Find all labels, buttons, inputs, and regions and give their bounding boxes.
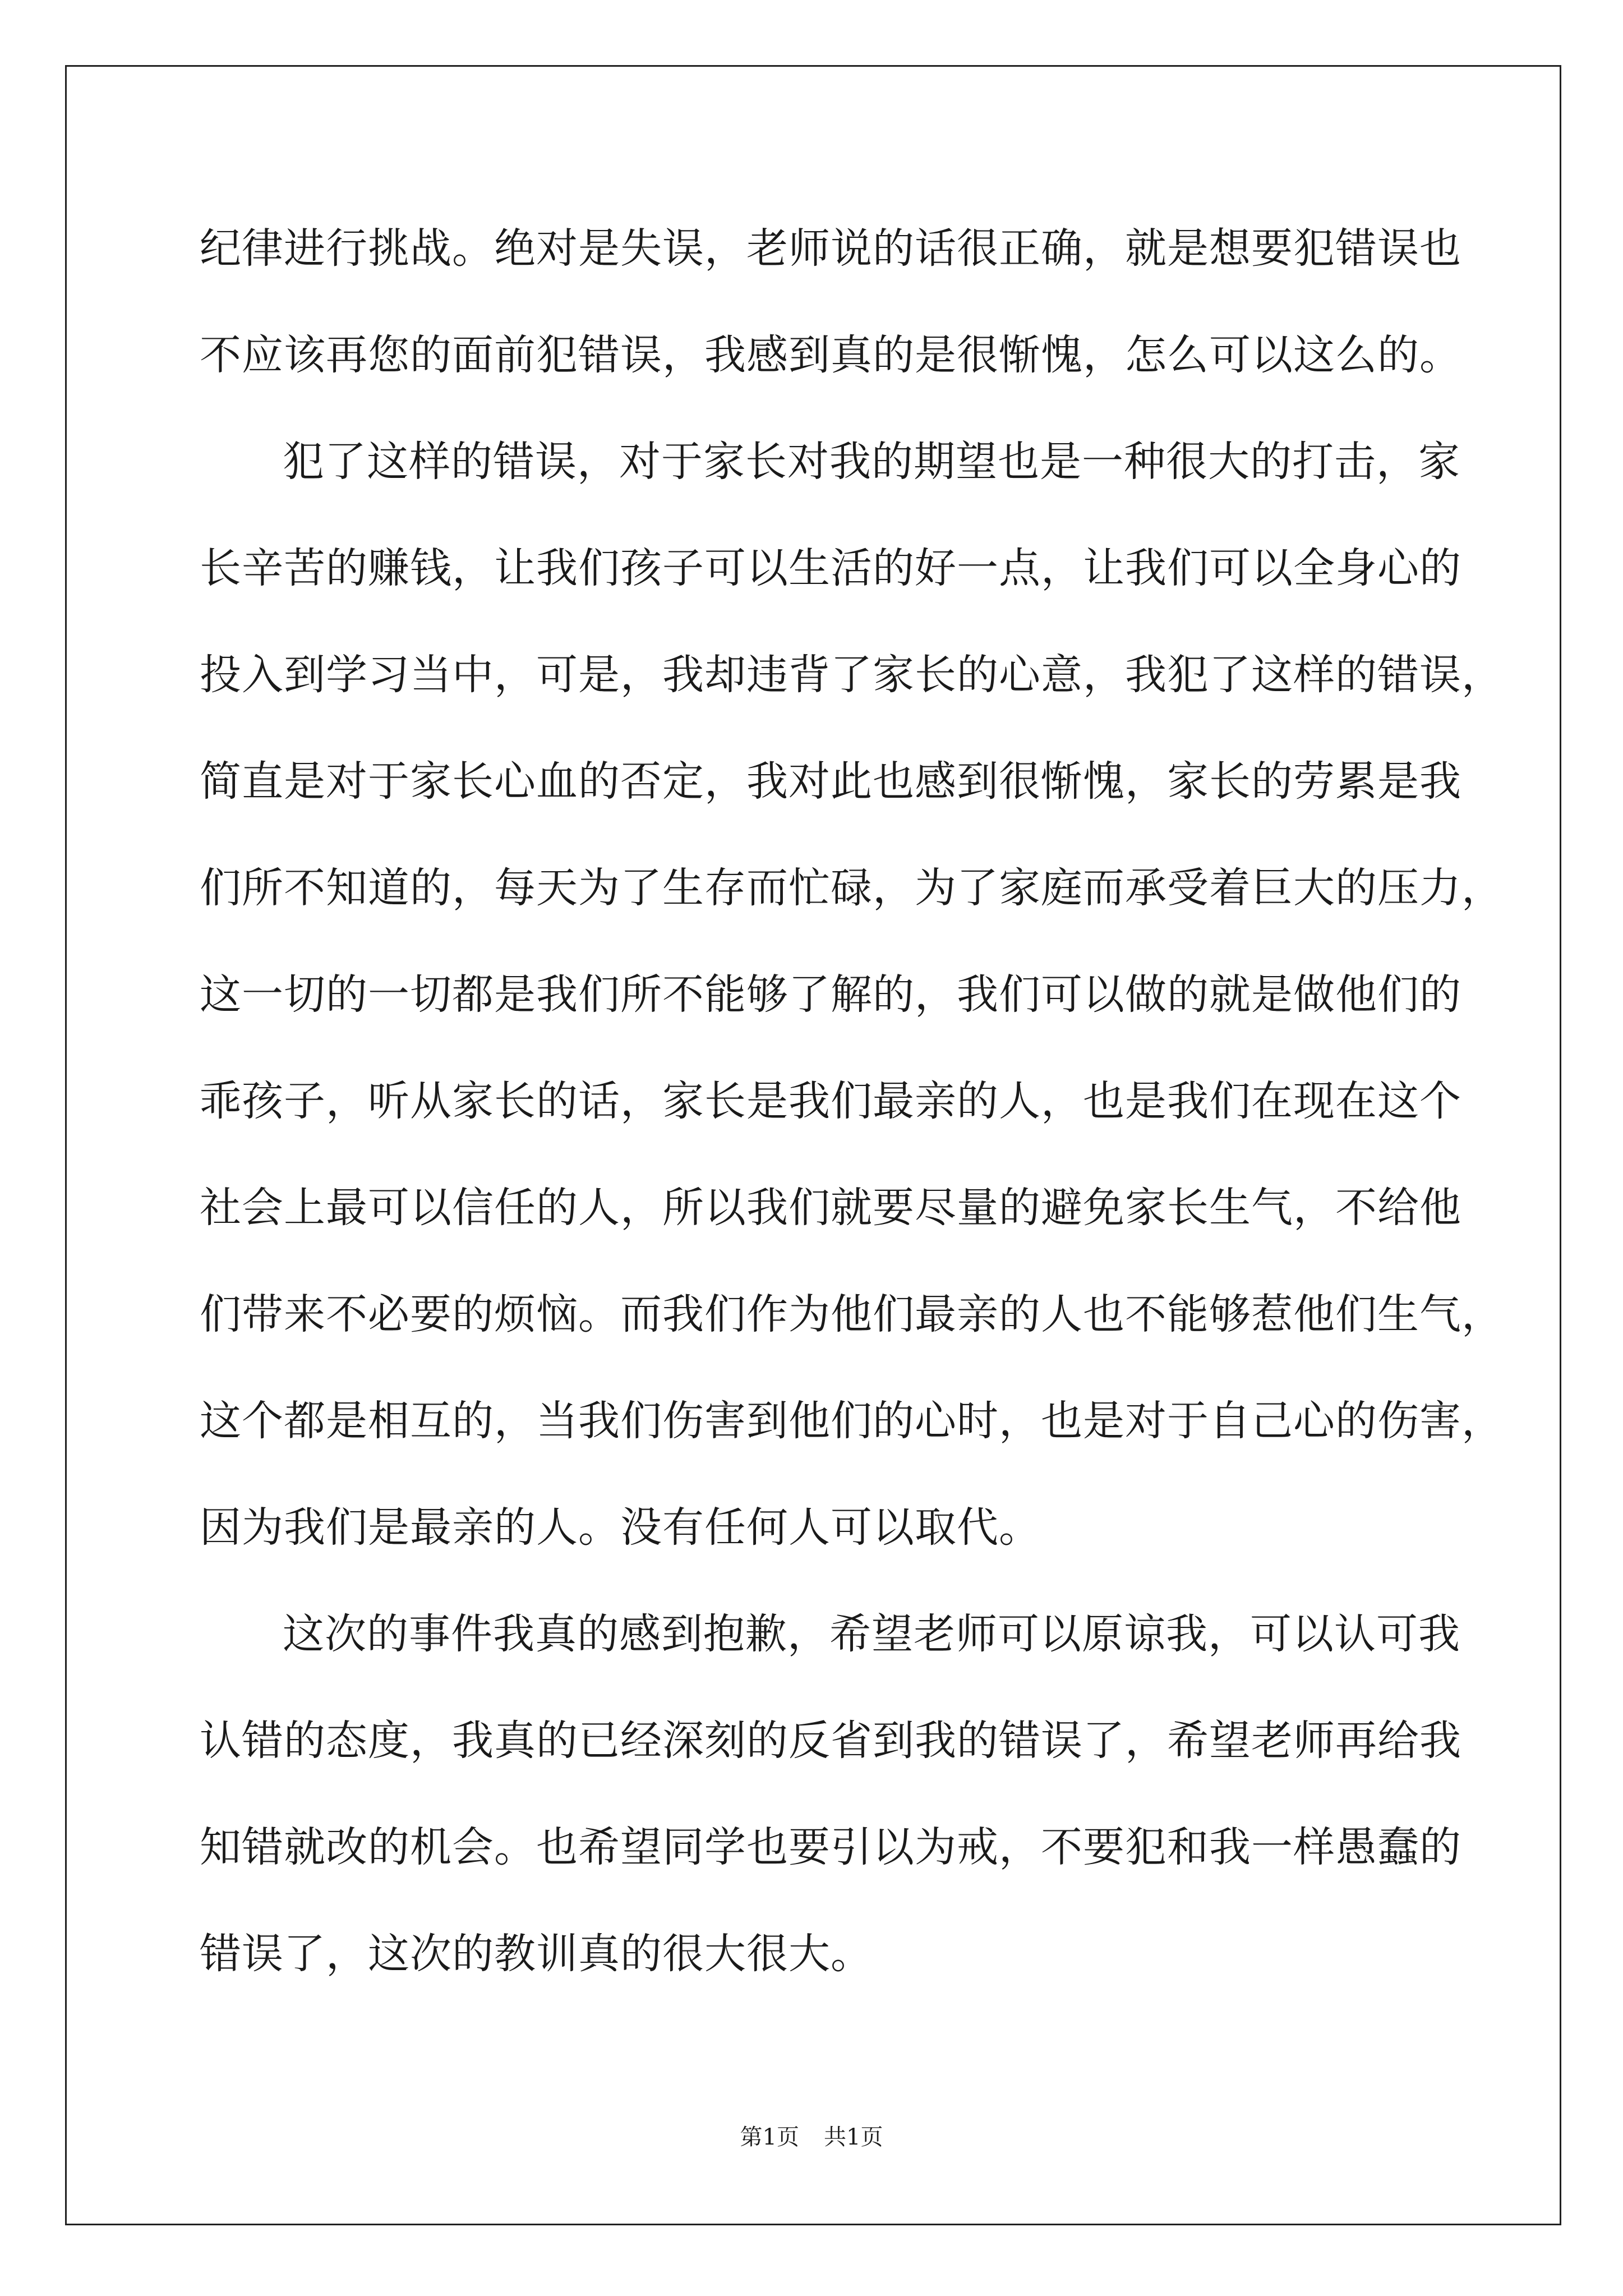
text-line: 投入到学习当中，可是，我却违背了家长的心意，我犯了这样的错误，	[200, 651, 1504, 699]
text-line: 这一切的一切都是我们所不能够了解的，我们可以做的就是做他们的	[200, 970, 1461, 1019]
text-line: 长辛苦的赚钱，让我们孩子可以生活的好一点，让我们可以全身心的	[200, 544, 1461, 592]
text-line: 们所不知道的，每天为了生存而忙碌，为了家庭而承受着巨大的压力，	[200, 864, 1504, 912]
text-line: 社会上最可以信任的人，所以我们就要尽量的避免家长生气，不给他	[200, 1184, 1461, 1232]
text-line: 因为我们是最亲的人。没有任何人可以取代。	[200, 1503, 1041, 1552]
paragraph-start-line: 这次的事件我真的感到抱歉，希望老师可以原谅我，可以认可我	[283, 1610, 1460, 1658]
paragraph-start-line: 犯了这样的错误，对于家长对我的期望也是一种很大的打击，家	[283, 438, 1460, 486]
text-line: 这个都是相互的，当我们伤害到他们的心时，也是对于自己心的伤害，	[200, 1397, 1504, 1445]
page-number-total: 共1页	[824, 2124, 883, 2150]
text-line: 错误了，这次的教训真的很大很大。	[200, 1930, 873, 1978]
page-footer	[0, 2120, 1623, 2154]
text-line: 认错的态度，我真的已经深刻的反省到我的错误了，希望老师再给我	[200, 1717, 1461, 1765]
page-number-current: 第1页	[740, 2124, 799, 2150]
text-line: 不应该再您的面前犯错误，我感到真的是很惭愧，怎么可以这么的。	[200, 331, 1461, 379]
text-line: 知错就改的机会。也希望同学也要引以为戒，不要犯和我一样愚蠢的	[200, 1823, 1461, 1871]
text-line: 乖孩子，听从家长的话，家长是我们最亲的人，也是我们在现在这个	[200, 1077, 1461, 1125]
text-line: 纪律进行挑战。绝对是失误，老师说的话很正确，就是想要犯错误也	[200, 224, 1461, 273]
text-line: 们带来不必要的烦恼。而我们作为他们最亲的人也不能够惹他们生气，	[200, 1290, 1504, 1338]
document-body	[200, 206, 1504, 2018]
text-line: 简直是对于家长心血的否定，我对此也感到很惭愧，家长的劳累是我	[200, 757, 1461, 806]
